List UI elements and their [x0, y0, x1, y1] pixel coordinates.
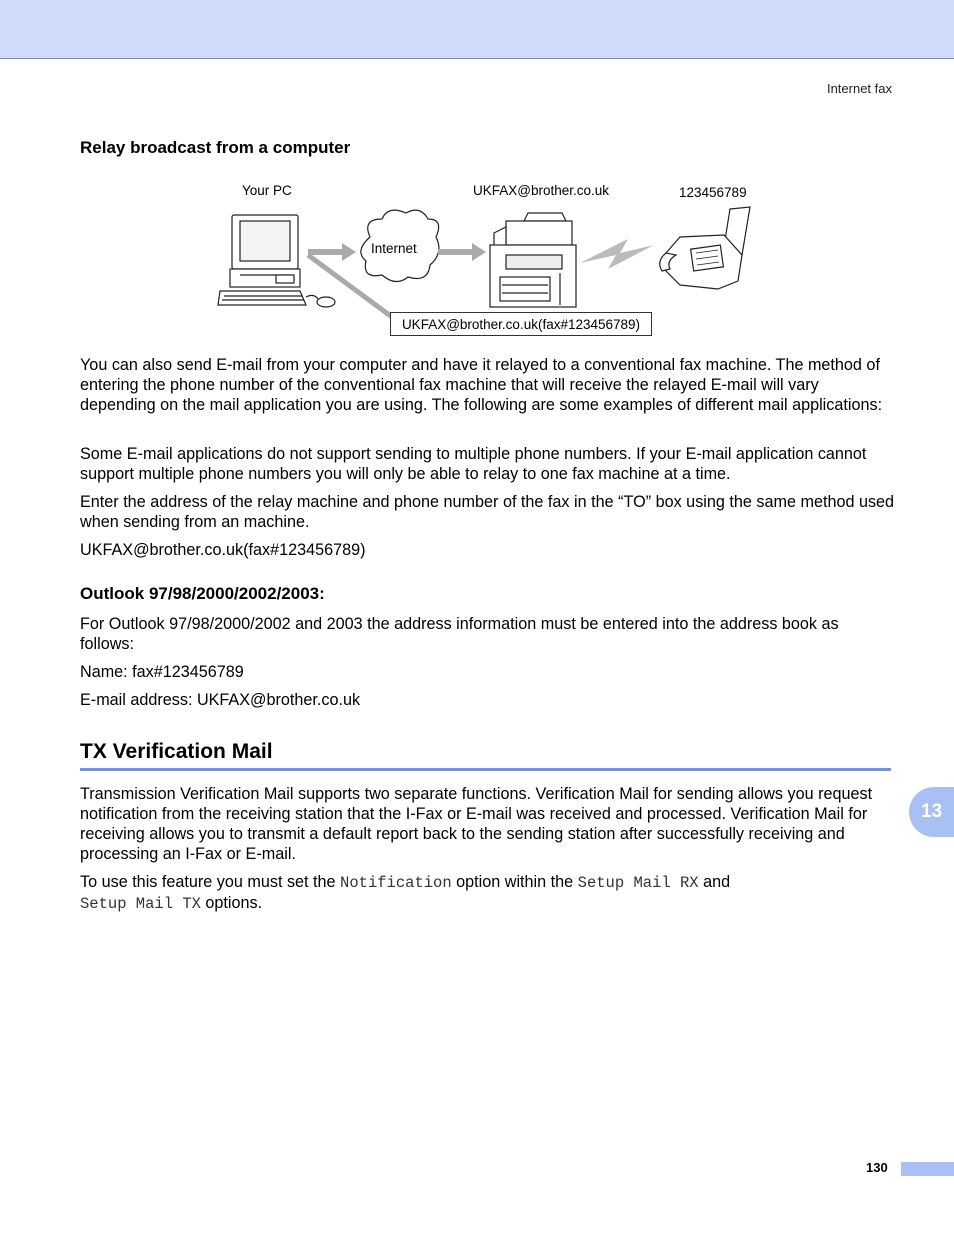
relay-paragraph-3: Enter the address of the relay machine and phone number of the fax in the “TO” box using the same method used when sending from an machine. [80, 493, 895, 531]
outlook-section-title: Outlook 97/98/2000/2002/2003: [80, 584, 325, 603]
fax-machine-icon [660, 207, 750, 289]
tx-feature-paragraph [80, 872, 895, 914]
multifunction-printer-icon [490, 213, 576, 307]
running-title: Internet fax [826, 81, 892, 96]
relay-address-example: UKFAX@brother.co.uk(fax#123456789) [80, 541, 366, 559]
tx-paragraph: Transmission Verification Mail supports two separate functions. Verification Mail for sending allows you request notification from the receiving station that the I-Fax or E-mail was received and processed. Verification Mail for receiving allows you to transmit a default report back to the sending station after successfully receiving and processing an I-Fax or E-mail. [80, 785, 873, 863]
relay-section-title: Relay broadcast from a computer [80, 138, 351, 157]
outlook-paragraph: For Outlook 97/98/2000/2002 and 2003 the address information must be entered into the address book as follows: [80, 615, 839, 653]
feature-text-3: and [698, 873, 731, 891]
feature-text-4: options. [200, 894, 263, 912]
transmission-icon [580, 239, 654, 269]
fax-number-label: 123456789 [679, 185, 747, 200]
page-number: 130 [866, 1160, 888, 1175]
notification-option: Notification [340, 874, 452, 892]
pc-label: Your PC [242, 183, 292, 198]
relay-address-box: UKFAX@brother.co.uk(fax#123456789) [390, 312, 652, 336]
outlook-email-line: E-mail address: UKFAX@brother.co.uk [80, 691, 361, 709]
relay-paragraph-2: Some E-mail applications do not support sending to multiple phone numbers. If your E-mail application cannot support multiple phone numbers you will only be able to relay to one fax machine at a time. [80, 445, 867, 483]
machine-label: UKFAX@brother.co.uk [473, 183, 610, 198]
page-footer-bar [901, 1162, 954, 1176]
internet-label: Internet [371, 241, 417, 256]
feature-text-1: To use this feature you must set the [80, 873, 341, 891]
arrow-internet-to-machine [438, 243, 486, 261]
chapter-tab: 13 [909, 787, 954, 837]
header-band [0, 0, 954, 59]
relay-paragraph-1: You can also send E-mail from your computer and have it relayed to a conventional fax machine. The method of entering the phone number of the conventional fax machine that will receive the relayed E-mail will vary depending on the mail application you are using. The following are some examples of different mail applications: [80, 356, 883, 414]
tx-section-title: TX Verification Mail [80, 740, 891, 771]
outlook-name-line: Name: fax#123456789 [80, 663, 244, 681]
setup-mail-tx-option: Setup Mail TX [80, 895, 201, 913]
feature-text-2: option within the [451, 873, 578, 891]
relay-diagram [210, 175, 770, 345]
setup-mail-rx-option: Setup Mail RX [577, 874, 699, 892]
